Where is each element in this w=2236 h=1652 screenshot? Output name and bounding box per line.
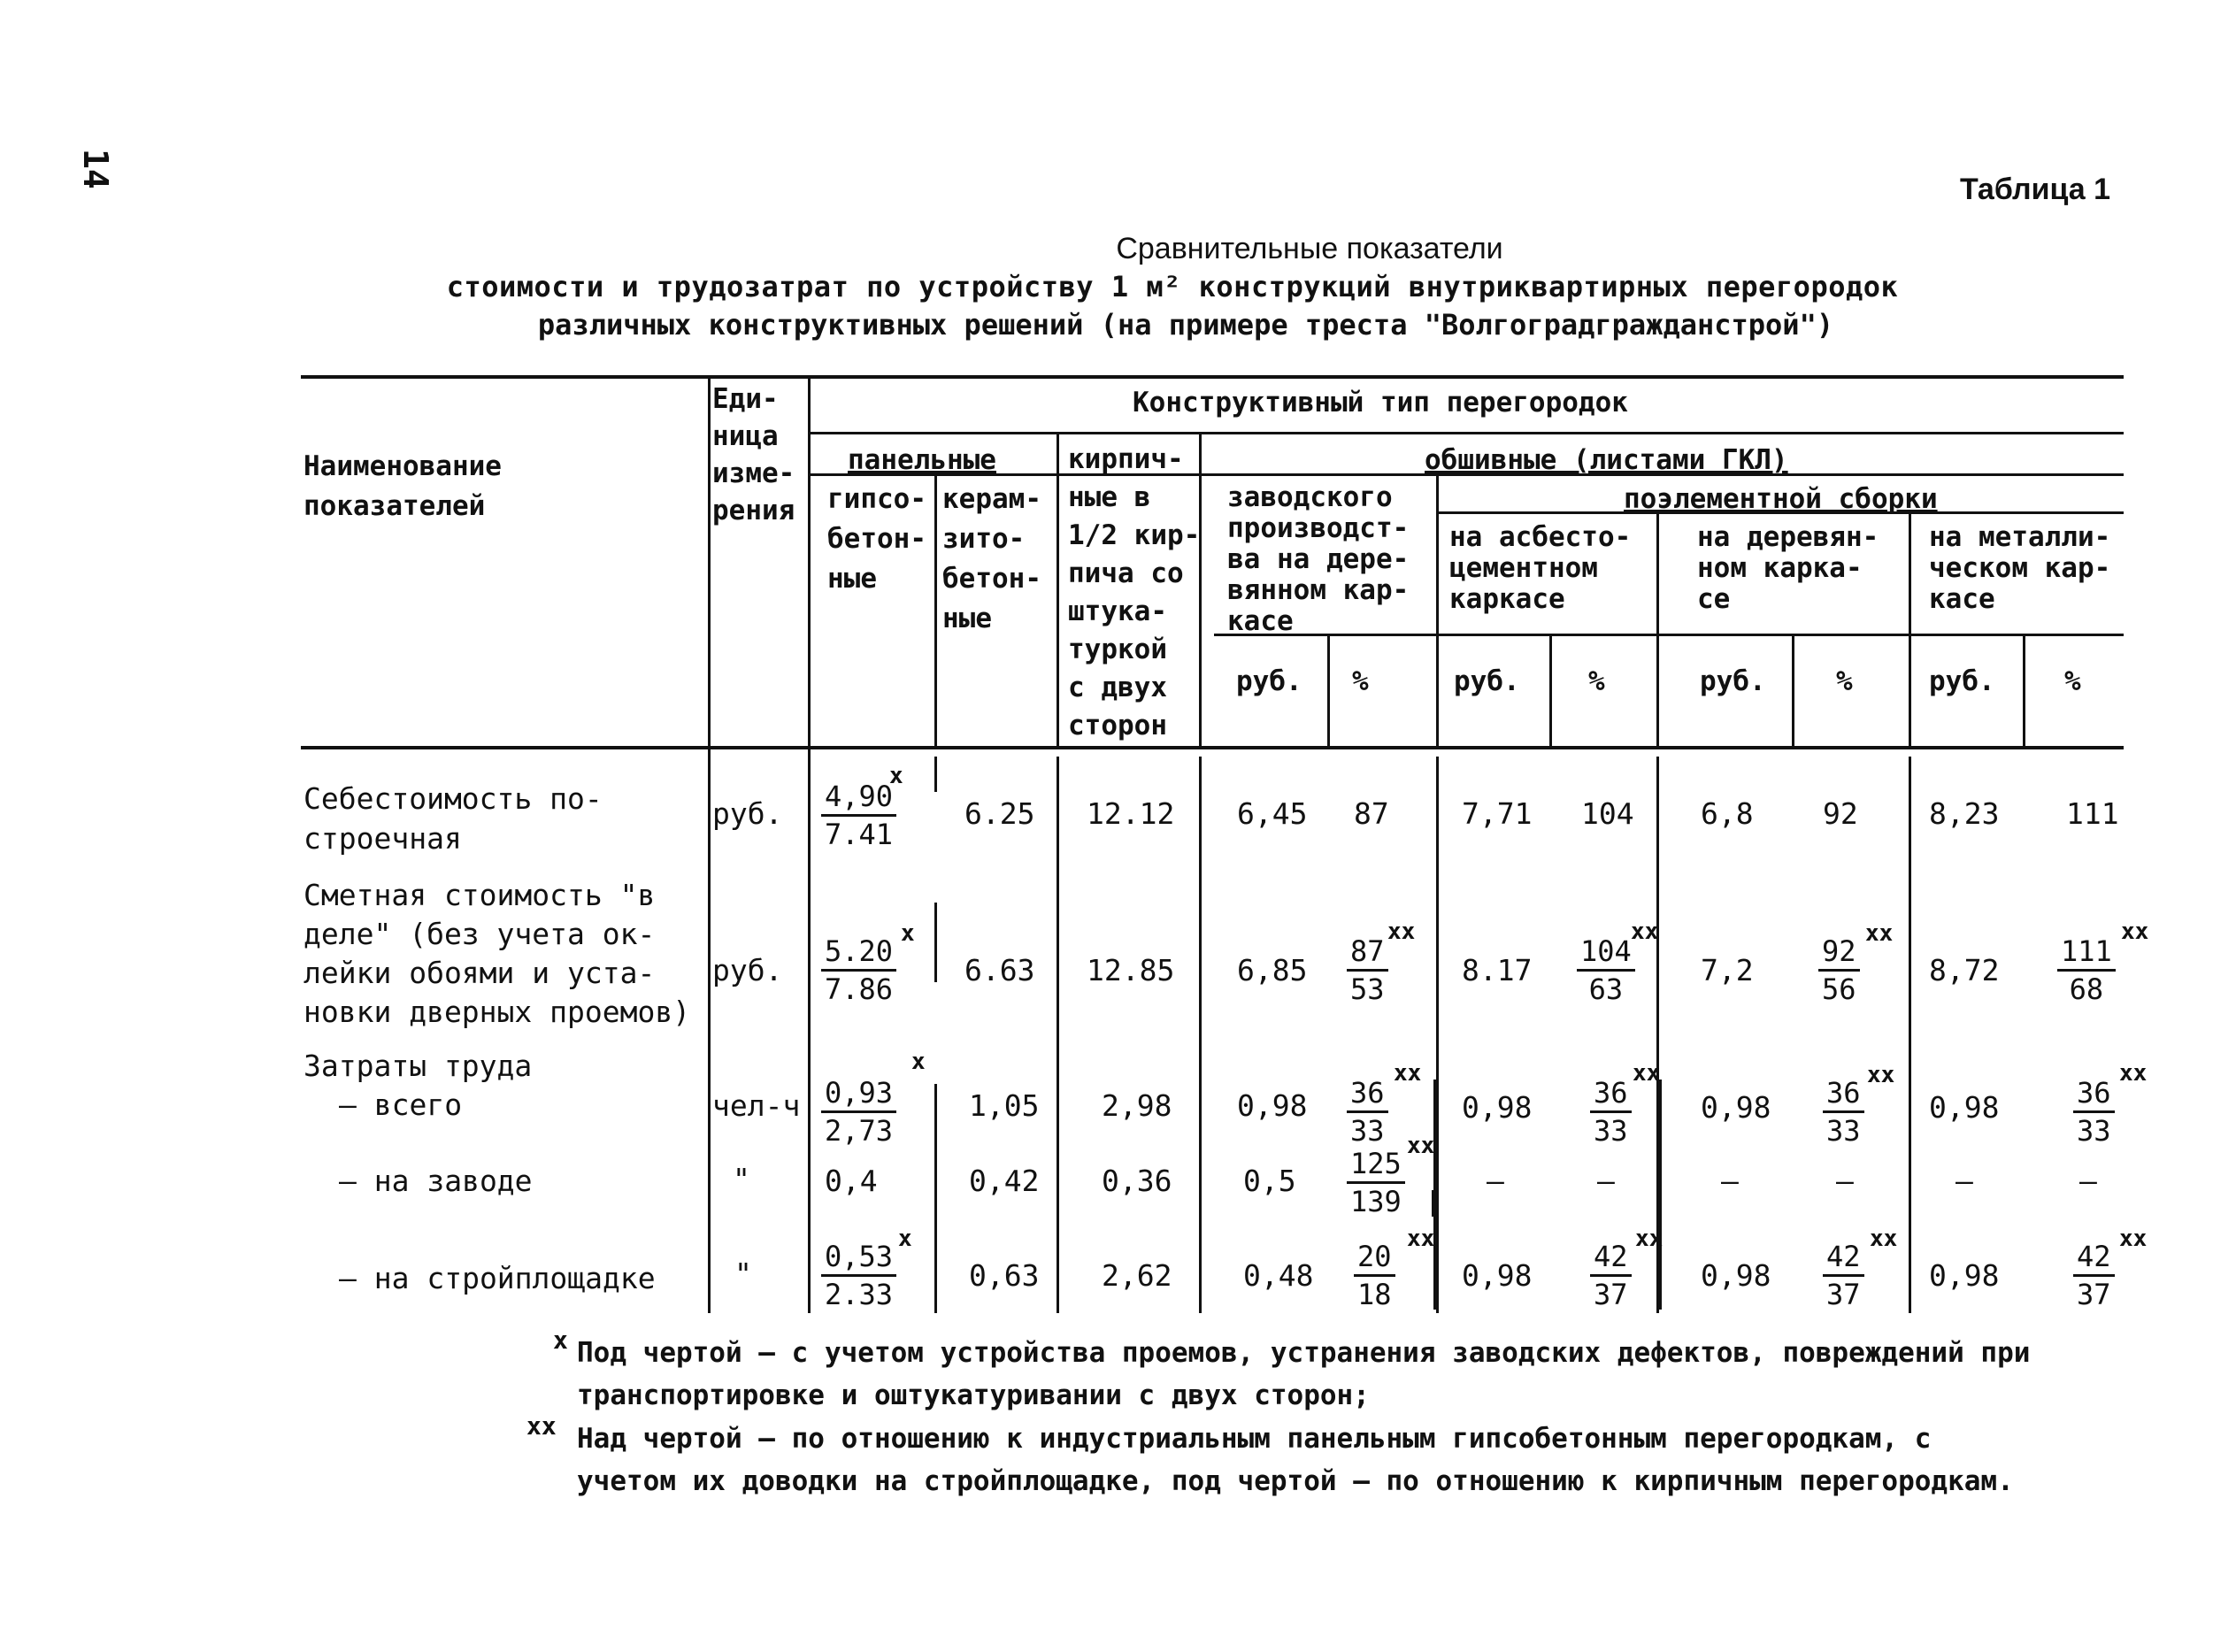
mark-x: х (898, 1226, 912, 1252)
header-rub-1: руб. (1236, 665, 1302, 697)
mark-xx: хх (2121, 918, 2149, 945)
title-line-1: Сравнительные показатели (1116, 232, 1503, 265)
row-labor-factory-ceramsite: 0,42 (969, 1164, 1040, 1198)
row-labor-site-brick: 2,62 (1102, 1258, 1172, 1293)
mark-xx: хх (1407, 1226, 1435, 1252)
row-labor-factory-name: – на заводе (339, 1164, 533, 1198)
row-labor-total-factory-rub: 0,98 (1237, 1088, 1308, 1123)
row-labor-total-metal-rub: 0,98 (1929, 1090, 2000, 1125)
mark-xx: хх (1387, 918, 1416, 945)
row-cost-asbestos-pct: 104 (1581, 796, 1634, 831)
header-wooden: на деревян- ном карка- се (1697, 521, 1879, 615)
row-labor-factory-gypsum: 0,4 (825, 1164, 878, 1198)
row-labor-total-metal-pct: $\frac{36}{33}$ (2073, 1075, 2115, 1149)
row-cost-wooden-rub: 6,8 (1701, 796, 1754, 831)
row-labor-site-metal-pct: $\frac{42}{37}$ (2073, 1239, 2115, 1312)
row-labor-total-gypsum: $\frac{0,93}{2,73}$ (821, 1075, 896, 1149)
header-ceramsite: керам- зито- бетон- ные (942, 483, 1041, 634)
row-cost-name: Себестоимость по- строечная (304, 781, 603, 856)
row-estimate-ceramsite: 6.63 (964, 953, 1035, 987)
title-line-2: стоимости и трудозатрат по устройству 1 м² конструкций внутриквартирных перегородок (446, 270, 1899, 304)
row-estimate-name: Сметная стоимость "в деле" (без учета ок- лейки обоями и уста- новки дверных проемов) (304, 878, 691, 1029)
header-name-col: Наименование показателей (304, 450, 502, 522)
footnote-mark-x: х (553, 1325, 568, 1355)
mark-x: х (901, 920, 915, 947)
row-labor-factory-brick: 0,36 (1102, 1164, 1172, 1198)
row-labor-factory-unit: " (733, 1162, 750, 1196)
row-estimate-asbestos-rub: 8.17 (1462, 953, 1533, 987)
footnote-2: Над чертой – по отношению к индустриальным панельным гипсобетонным перегородкам, с учетом их доводки на стройплощадке, под чертой – по отношению к кирпичным перегородкам. (577, 1423, 2014, 1497)
header-asbestos: на асбесто- цементном каркасе (1449, 521, 1632, 615)
mark-xx: хх (1870, 1226, 1898, 1252)
row-labor-site-unit: " (734, 1256, 752, 1291)
row-labor-factory-dash-6: – (2079, 1164, 2097, 1198)
row-labor-factory-dash-4: – (1836, 1164, 1854, 1198)
header-gypsum: гипсо- бетон- ные (827, 483, 926, 595)
row-estimate-metal-rub: 8,72 (1929, 953, 2000, 987)
header-pct-1: % (1352, 665, 1369, 697)
row-cost-asbestos-rub: 7,71 (1462, 796, 1533, 831)
table-label: Таблица 1 (1960, 173, 2111, 206)
header-pct-4: % (2064, 665, 2081, 697)
header-pct-2: % (1588, 665, 1605, 697)
header-metal: на металли- ческом кар- касе (1929, 521, 2111, 615)
row-labor-total-asbestos-rub: 0,98 (1462, 1090, 1533, 1125)
row-estimate-gypsum: $\frac{5.20}{7.86}$ (821, 934, 896, 1007)
header-element: поэлементной сборки (1624, 483, 1938, 515)
row-labor-title: Затраты труда (304, 1049, 533, 1083)
row-labor-factory-dash-2: – (1597, 1164, 1615, 1198)
row-labor-site-ceramsite: 0,63 (969, 1258, 1040, 1293)
row-labor-site-factory-pct: $\frac{20}{18}$ (1354, 1239, 1395, 1312)
row-cost-factory-rub: 6,45 (1237, 796, 1308, 831)
page-number: 14 (76, 149, 115, 189)
footnote-1: Под чертой – с учетом устройства проемов, устранения заводских дефектов, повреждений при транспортировке и оштукатуривании с двух сторон; (577, 1337, 2031, 1411)
header-rub-4: руб. (1929, 665, 1995, 697)
row-cost-metal-rub: 8,23 (1929, 796, 2000, 831)
mark-xx: хх (1394, 1060, 1422, 1087)
row-labor-total-wooden-pct: $\frac{36}{33}$ (1823, 1075, 1864, 1149)
title-line-3: различных конструктивных решений (на примере треста "Волгоградгражданстрой") (537, 308, 1834, 342)
row-estimate-wooden-pct: $\frac{92}{56}$ (1818, 934, 1860, 1007)
mark-x: х (911, 1049, 926, 1075)
header-rub-3: руб. (1700, 665, 1766, 697)
row-labor-total-brick: 2,98 (1102, 1088, 1172, 1123)
row-labor-factory-factory-rub: 0,5 (1243, 1164, 1296, 1198)
header-panel: панельные (848, 444, 996, 476)
row-labor-site-factory-rub: 0,48 (1243, 1258, 1314, 1293)
row-cost-factory-pct: 87 (1354, 796, 1389, 831)
mark-xx: хх (1631, 918, 1659, 945)
mark-x: х (889, 763, 903, 789)
mark-xx: хх (1635, 1226, 1664, 1252)
row-labor-site-asbestos-rub: 0,98 (1462, 1258, 1533, 1293)
header-construct-type: Конструктивный тип перегородок (1133, 387, 1628, 419)
row-labor-factory-factory-pct: $\frac{125}{139}$ (1347, 1146, 1405, 1219)
row-cost-wooden-pct: 92 (1823, 796, 1858, 831)
footnote-mark-xx: хх (526, 1411, 557, 1441)
row-labor-total-ceramsite: 1,05 (969, 1088, 1040, 1123)
row-cost-ceramsite: 6.25 (964, 796, 1035, 831)
row-labor-site-metal-rub: 0,98 (1929, 1258, 2000, 1293)
header-unit-col: Еди- ница изме- рения (712, 383, 795, 526)
row-labor-total-name: – всего (339, 1087, 463, 1122)
row-estimate-brick: 12.85 (1087, 953, 1175, 987)
row-cost-metal-pct: 111 (2066, 796, 2119, 831)
row-estimate-unit: руб. (712, 953, 783, 987)
row-labor-site-gypsum: $\frac{0,53}{2.33}$ (821, 1239, 896, 1312)
header-pct-3: % (1836, 665, 1853, 697)
row-labor-total-unit: чел-ч (712, 1088, 801, 1123)
header-brick: кирпич- ные в 1/2 кир- пича со штука- туркой с двух сторон (1068, 443, 1201, 741)
mark-xx: хх (2119, 1226, 2148, 1252)
header-rub-2: руб. (1454, 665, 1520, 697)
row-labor-factory-dash-1: – (1487, 1164, 1504, 1198)
mark-xx: хх (2119, 1060, 2148, 1087)
row-labor-factory-dash-3: – (1721, 1164, 1739, 1198)
row-labor-total-factory-pct: $\frac{36}{33}$ (1347, 1075, 1388, 1149)
mark-xx: хх (1867, 1062, 1895, 1088)
row-estimate-wooden-rub: 7,2 (1701, 953, 1754, 987)
row-estimate-metal-pct: $\frac{111}{68}$ (2057, 934, 2116, 1007)
row-labor-site-asbestos-pct: $\frac{42}{37}$ (1590, 1239, 1632, 1312)
mark-xx: хх (1407, 1133, 1435, 1159)
row-labor-site-name: – на стройплощадке (339, 1261, 656, 1295)
mark-xx: хх (1633, 1060, 1661, 1087)
row-labor-factory-dash-5: – (1956, 1164, 1973, 1198)
row-labor-total-asbestos-pct: $\frac{36}{33}$ (1590, 1075, 1632, 1149)
header-sheathing: обшивные (листами ГКЛ) (1425, 444, 1788, 476)
row-labor-total-wooden-rub: 0,98 (1701, 1090, 1771, 1125)
mark-xx: хх (1865, 920, 1894, 947)
row-cost-unit: руб. (712, 796, 783, 831)
row-estimate-asbestos-pct: $\frac{104}{63}$ (1577, 934, 1635, 1007)
row-labor-site-wooden-rub: 0,98 (1701, 1258, 1771, 1293)
header-factory: заводского производст- ва на дере- вянном кар- касе (1227, 481, 1410, 637)
row-labor-site-wooden-pct: $\frac{42}{37}$ (1823, 1239, 1864, 1312)
row-estimate-factory-rub: 6,85 (1237, 953, 1308, 987)
row-cost-gypsum: $\frac{4,90}{7.41}$ (821, 779, 896, 852)
row-cost-brick: 12.12 (1087, 796, 1175, 831)
row-estimate-factory-pct: $\frac{87}{53}$ (1347, 934, 1388, 1007)
